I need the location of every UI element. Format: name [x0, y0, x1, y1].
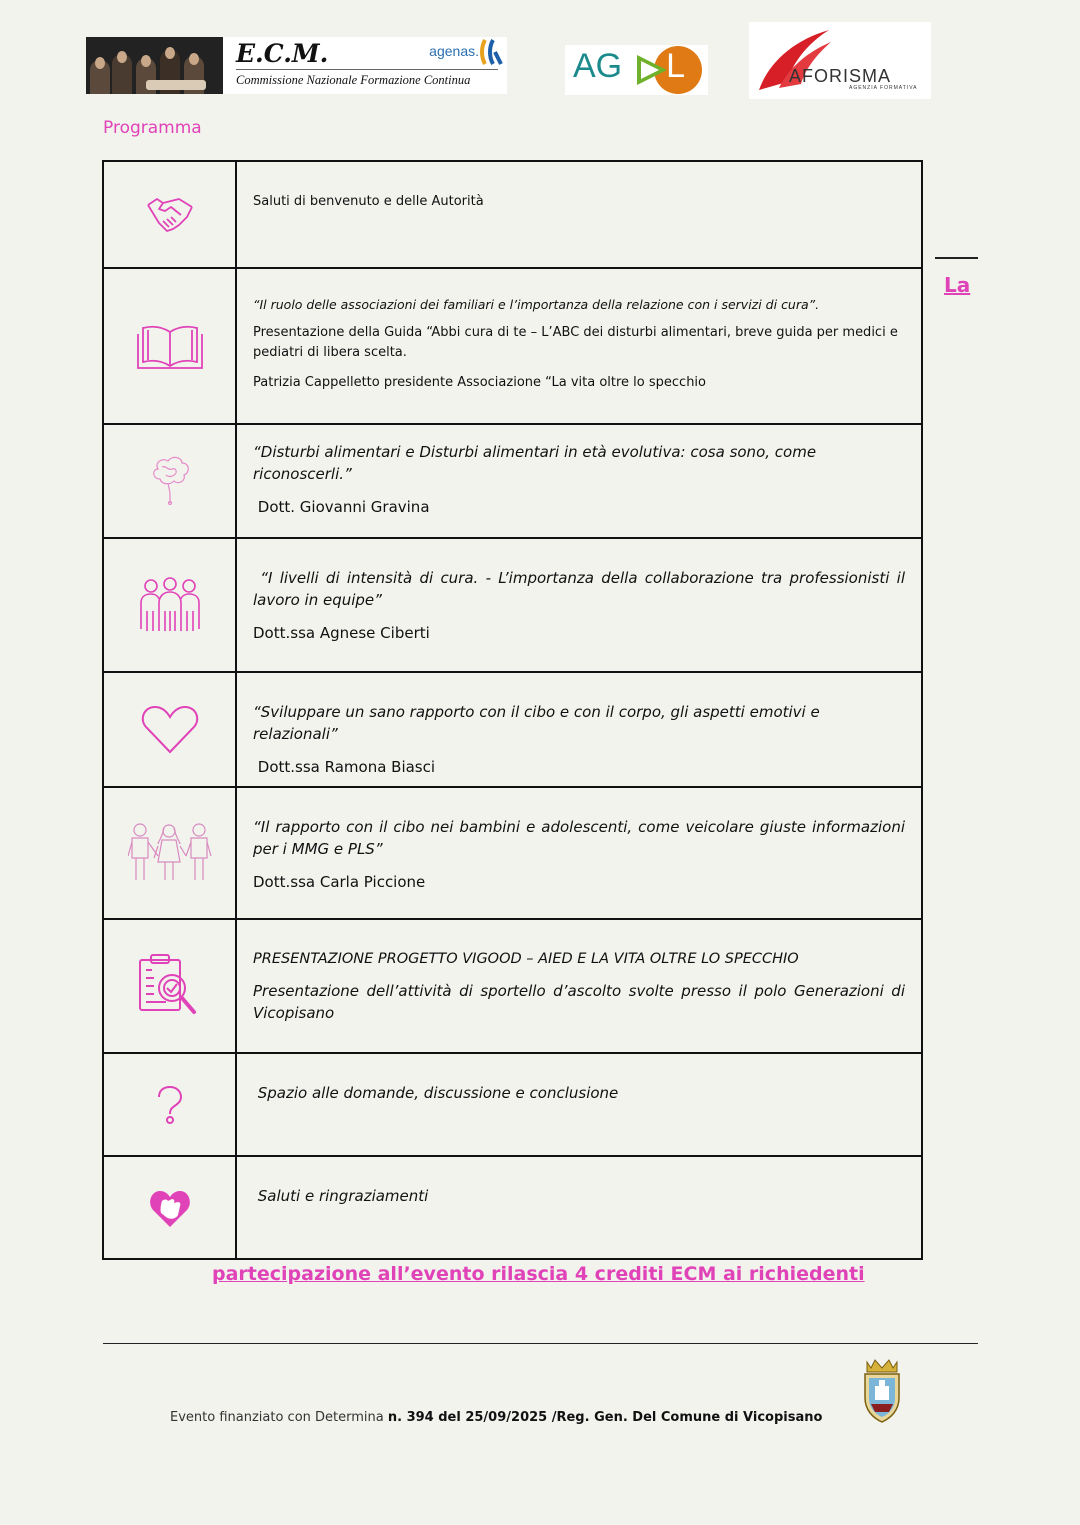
footer-divider [103, 1343, 978, 1344]
program-icon-cell [103, 787, 236, 919]
program-icon-cell [103, 268, 236, 424]
program-row [103, 1053, 922, 1156]
team-icon [139, 577, 201, 633]
open-book-icon [137, 322, 203, 370]
program-text-cell [236, 787, 922, 919]
ecm-logo [86, 37, 507, 94]
program-row [103, 672, 922, 787]
credits-note[interactable]: partecipazione all’evento rilascia 4 crediti ECM ai richiedenti [212, 1263, 865, 1285]
vicopisano-crest-icon [861, 1358, 903, 1424]
program-row [103, 161, 922, 268]
program-icon-cell [103, 538, 236, 672]
question-icon [155, 1085, 185, 1125]
footer-determina: n. 394 del 25/09/2025 /Reg. Gen. Del Comune di Vicopisano [387, 1410, 823, 1425]
program-row [103, 919, 922, 1053]
ecm-title: E.C.M. [236, 39, 329, 68]
brain-icon [148, 455, 192, 507]
program-text-cell [236, 538, 922, 672]
program-line: “Disturbi alimentari e Disturbi alimentari in età evolutiva: cosa sono, come riconoscerli.” [253, 443, 817, 483]
children-icon [128, 822, 212, 884]
program-line: Presentazione dell’attività di sportello d’ascolto svolte presso il polo Generazioni di Vicopisano [253, 982, 905, 1022]
program-row [103, 538, 922, 672]
program-text-cell [236, 268, 922, 424]
handshake-icon [145, 195, 195, 235]
side-divider [935, 257, 978, 259]
program-icon-cell [103, 1156, 236, 1259]
program-icon-cell [103, 672, 236, 787]
program-text-cell [236, 672, 922, 787]
agal-logo [565, 45, 708, 95]
program-line: PRESENTAZIONE PROGETTO VIGOOD – AIED E LA VITA OLTRE LO SPECCHIO [253, 951, 799, 967]
program-icon-cell [103, 161, 236, 268]
program-icon-cell [103, 919, 236, 1053]
program-table [102, 160, 923, 1260]
footer-note [170, 1410, 822, 1425]
program-text-cell [236, 1156, 922, 1259]
aforisma-logo [749, 22, 931, 99]
program-line: “Sviluppare un sano rapporto con il cibo e con il corpo, gli aspetti emotivi e relazionali” [253, 703, 820, 743]
agal-wordmark: AG L [573, 47, 686, 85]
program-speaker: Dott. Giovanni Gravina [253, 498, 430, 516]
program-row [103, 424, 922, 538]
ecm-logo-painting [86, 37, 223, 94]
clipboard-search-icon [138, 954, 202, 1018]
program-icon-cell [103, 1053, 236, 1156]
program-speaker: Dott.ssa Ramona Biasci [253, 758, 436, 776]
aforisma-wordmark: AFORISMA [789, 66, 892, 86]
program-text-cell [236, 1053, 922, 1156]
program-line: Patrizia Cappelletto presidente Associazione “La vita oltre lo specchio [253, 375, 706, 390]
program-line: Presentazione della Guida “Abbi cura di te – L’ABC dei disturbi alimentari, breve guida per medici e pediatri di libera scelta. [253, 325, 898, 360]
program-line: Spazio alle domande, discussione e conclusione [253, 1084, 619, 1102]
program-line: Saluti di benvenuto e delle Autorità [253, 194, 484, 209]
program-row [103, 787, 922, 919]
program-text-cell [236, 424, 922, 538]
program-row [103, 268, 922, 424]
program-text-cell [236, 161, 922, 268]
ecm-subtitle: Commissione Nazionale Formazione Continua [236, 73, 471, 87]
program-speaker: Dott.ssa Agnese Ciberti [253, 624, 430, 642]
page-title: Programma [103, 118, 202, 138]
footer-prefix: Evento finanziato con Determina [170, 1410, 388, 1425]
agenas-wordmark: agenas. [429, 43, 479, 59]
program-icon-cell [103, 424, 236, 538]
side-link-text[interactable]: La [944, 273, 971, 297]
heart-hand-icon [148, 1187, 192, 1229]
heart-icon [141, 705, 199, 755]
program-line: “Il ruolo delle associazioni dei familiari e l’importanza della relazione con i servizi di cura”. [253, 297, 820, 312]
aforisma-subtitle: AGENZIA FORMATIVA [849, 85, 918, 91]
program-line: Saluti e ringraziamenti [253, 1187, 429, 1205]
program-line: “I livelli di intensità di cura. - L’importanza della collaborazione tra professionisti il lavoro in equipe” [253, 569, 910, 609]
program-line: “Il rapporto con il cibo nei bambini e adolescenti, come veicolare giuste informazioni per i MMG e PLS” [253, 818, 905, 858]
program-text-cell [236, 919, 922, 1053]
program-speaker: Dott.ssa Carla Piccione [253, 873, 426, 891]
program-row [103, 1156, 922, 1259]
agenas-mark-icon [479, 37, 503, 67]
ecm-divider [236, 69, 498, 70]
